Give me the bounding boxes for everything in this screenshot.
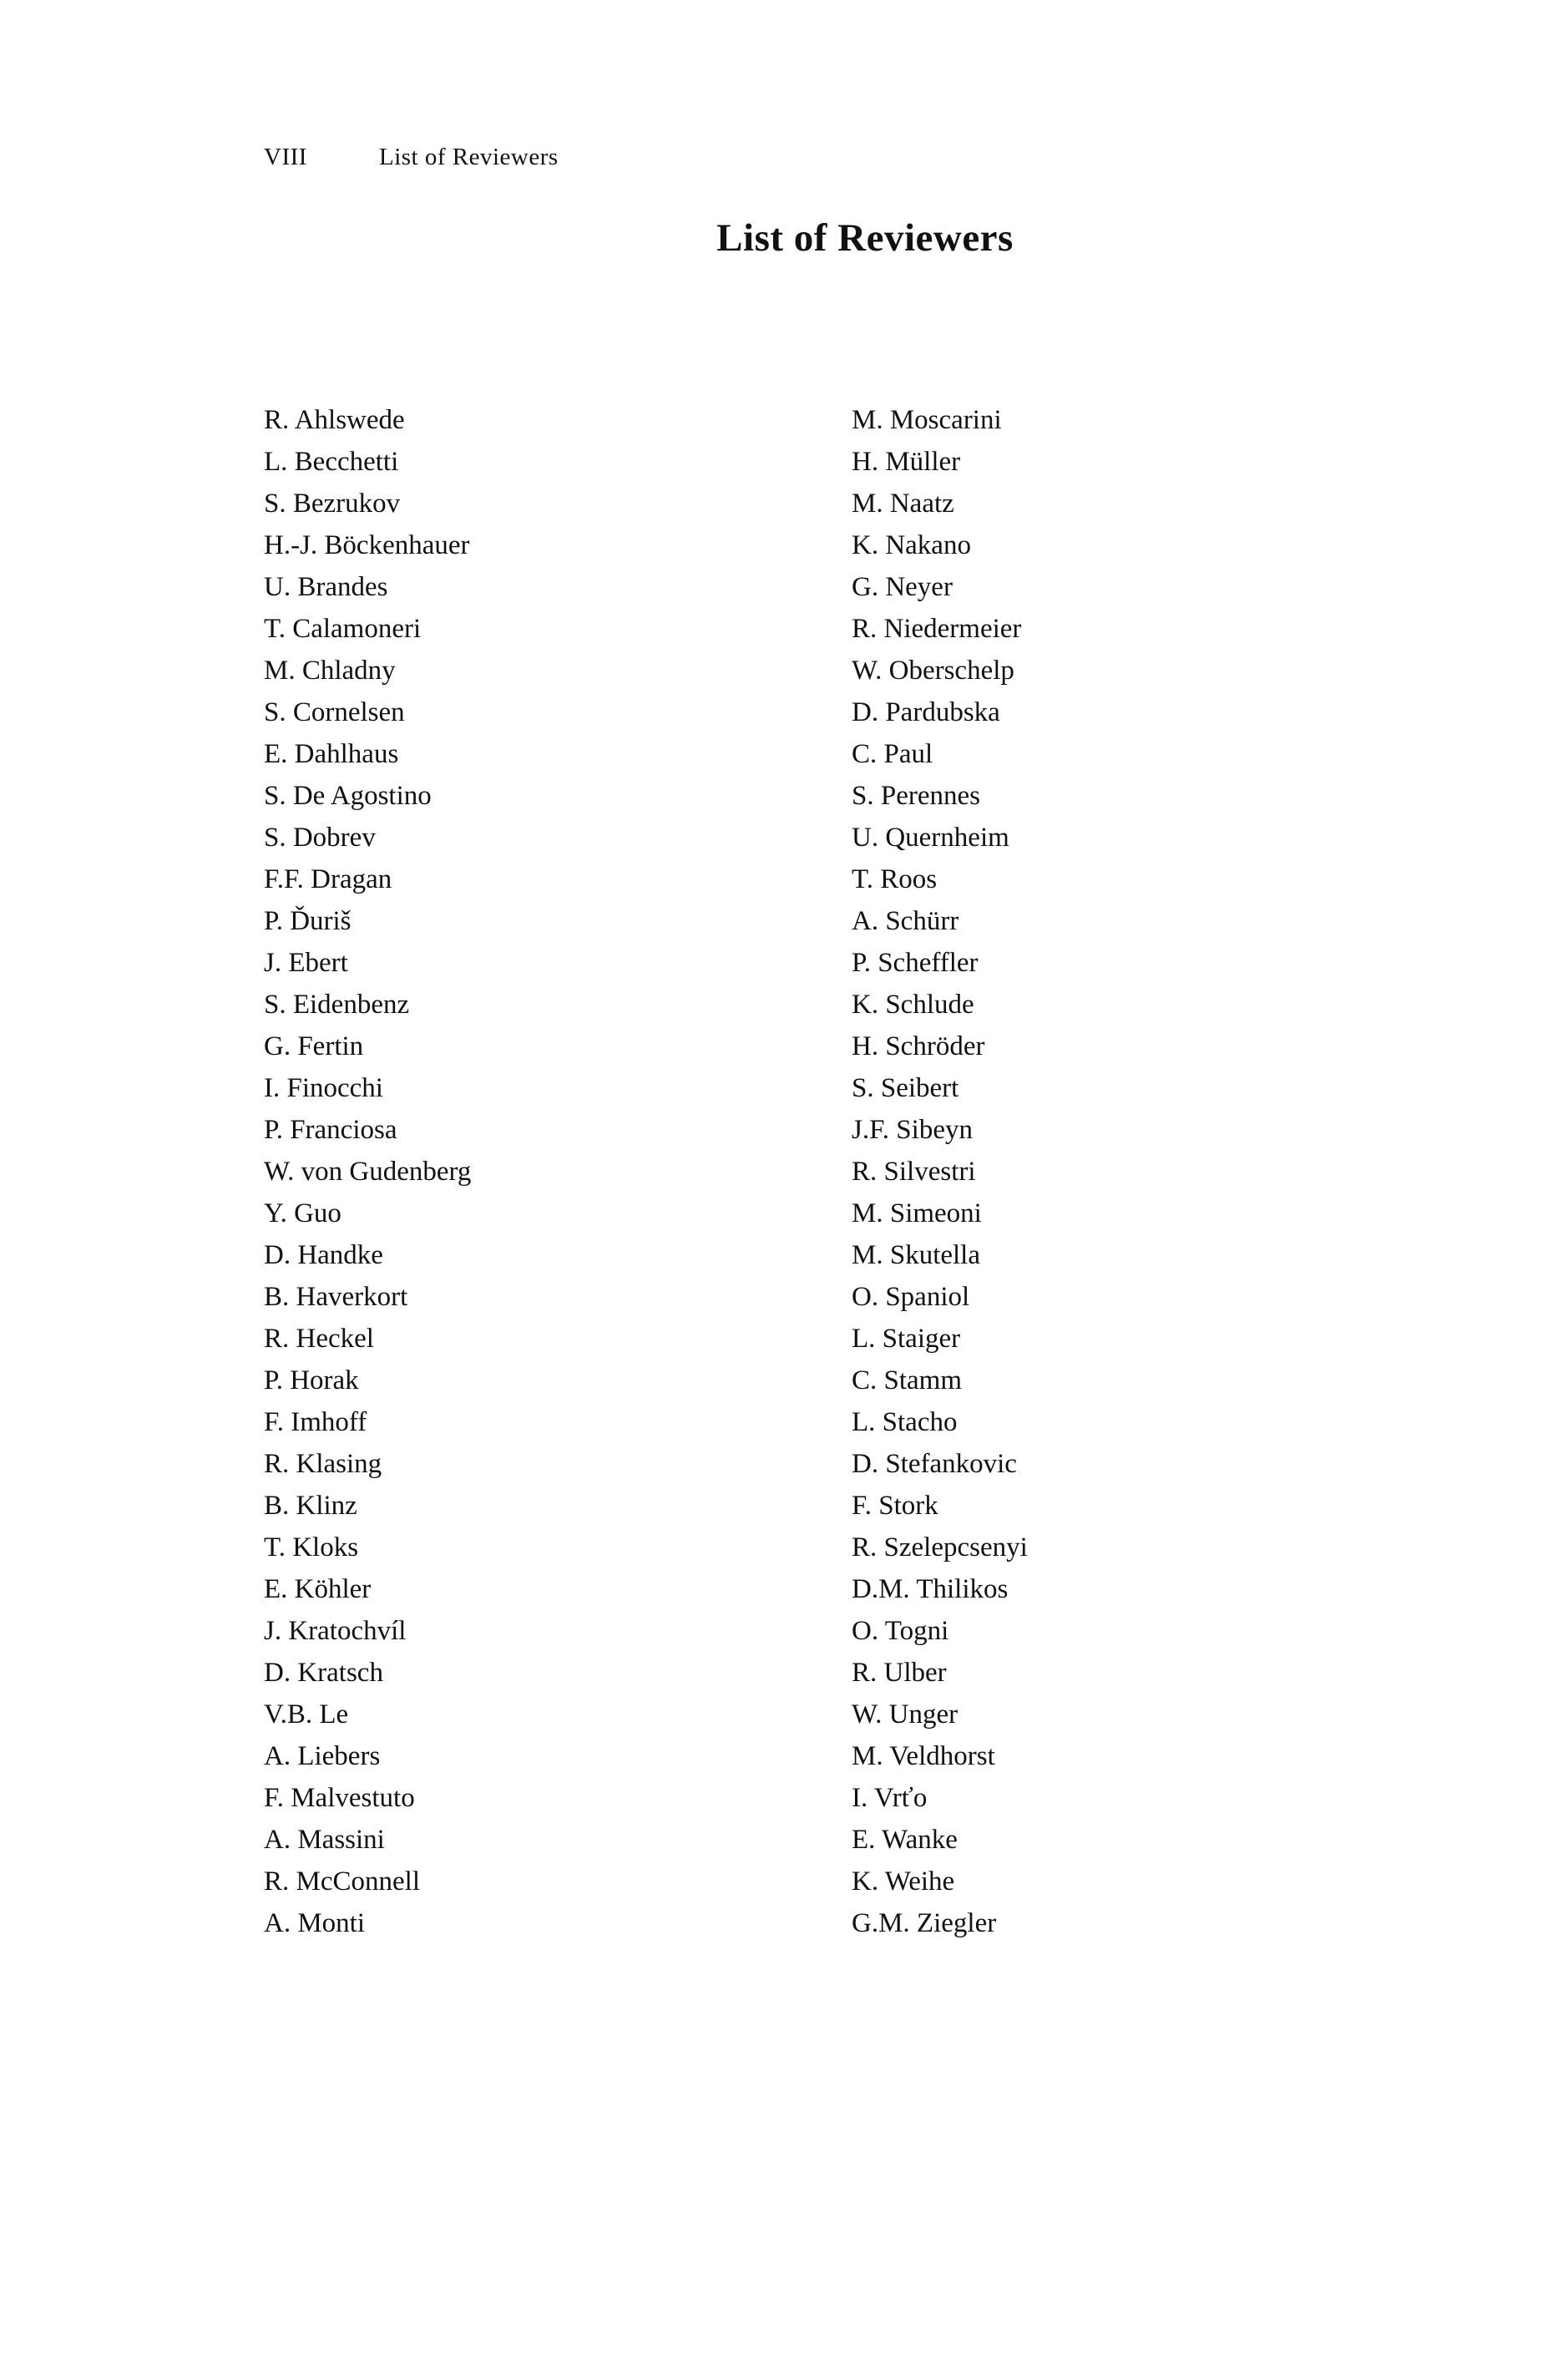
reviewer-name: P. Franciosa bbox=[264, 1115, 397, 1145]
reviewer-name: M. Veldhorst bbox=[852, 1741, 995, 1771]
reviewer-name: J. Ebert bbox=[264, 948, 348, 978]
reviewer-name: K. Weihe bbox=[852, 1866, 955, 1897]
reviewer-name: L. Becchetti bbox=[264, 447, 399, 477]
reviewer-name: W. von Gudenberg bbox=[264, 1157, 472, 1187]
page-number: VIII bbox=[264, 144, 307, 170]
reviewer-name: W. Oberschelp bbox=[852, 656, 1014, 686]
reviewer-columns bbox=[264, 399, 1466, 1944]
reviewer-name: T. Kloks bbox=[264, 1532, 359, 1562]
reviewer-name: P. Horak bbox=[264, 1365, 359, 1395]
reviewer-name: S. Dobrev bbox=[264, 823, 376, 853]
reviewer-name: S. Perennes bbox=[852, 781, 980, 811]
reviewer-name: H.-J. Böckenhauer bbox=[264, 530, 470, 560]
reviewer-name: U. Brandes bbox=[264, 572, 388, 602]
reviewer-name: M. Skutella bbox=[852, 1240, 980, 1270]
reviewer-name: P. Ďuriš bbox=[264, 906, 352, 936]
reviewer-name: I. Vrťo bbox=[852, 1783, 928, 1813]
reviewer-name: R. McConnell bbox=[264, 1866, 420, 1897]
reviewer-name: G.M. Ziegler bbox=[852, 1908, 997, 1938]
reviewer-name: T. Calamoneri bbox=[264, 614, 422, 644]
reviewer-name: K. Nakano bbox=[852, 530, 971, 560]
reviewer-name: R. Szelepcsenyi bbox=[852, 1532, 1028, 1562]
reviewer-name: S. Cornelsen bbox=[264, 697, 405, 727]
reviewer-name: A. Liebers bbox=[264, 1741, 381, 1771]
reviewer-column-left bbox=[264, 399, 852, 1944]
reviewer-name: B. Klinz bbox=[264, 1491, 357, 1521]
reviewer-name: D. Handke bbox=[264, 1240, 383, 1270]
reviewer-name: R. Ulber bbox=[852, 1658, 947, 1688]
running-header-section-title: List of Reviewers bbox=[379, 144, 559, 170]
reviewer-name: C. Stamm bbox=[852, 1365, 963, 1395]
reviewer-name: M. Moscarini bbox=[852, 405, 1002, 435]
reviewer-name: A. Massini bbox=[264, 1825, 385, 1855]
reviewer-name: E. Wanke bbox=[852, 1825, 958, 1855]
reviewer-name: R. Ahlswede bbox=[264, 405, 405, 435]
reviewer-name: T. Roos bbox=[852, 864, 938, 894]
running-header bbox=[264, 144, 1466, 171]
reviewer-name: F. Stork bbox=[852, 1491, 938, 1521]
reviewer-name: U. Quernheim bbox=[852, 823, 1009, 853]
reviewer-name: R. Niedermeier bbox=[852, 614, 1022, 644]
reviewer-name: S. Bezrukov bbox=[264, 489, 401, 519]
reviewer-name: O. Spaniol bbox=[852, 1282, 970, 1312]
reviewer-name: M. Chladny bbox=[264, 656, 396, 686]
reviewer-name: M. Naatz bbox=[852, 489, 954, 519]
reviewer-name: O. Togni bbox=[852, 1616, 949, 1646]
reviewer-name: I. Finocchi bbox=[264, 1073, 383, 1103]
reviewer-name: C. Paul bbox=[852, 739, 933, 769]
reviewer-name: F. Imhoff bbox=[264, 1407, 367, 1437]
reviewer-name: B. Haverkort bbox=[264, 1282, 408, 1312]
page-title: List of Reviewers bbox=[716, 216, 1014, 260]
reviewer-name: L. Stacho bbox=[852, 1407, 958, 1437]
reviewer-name: K. Schlude bbox=[852, 990, 974, 1020]
reviewer-name: H. Schröder bbox=[852, 1031, 985, 1061]
reviewer-name: A. Schürr bbox=[852, 906, 959, 936]
reviewer-name: Y. Guo bbox=[264, 1198, 341, 1228]
reviewer-name: G. Fertin bbox=[264, 1031, 364, 1061]
reviewer-name: H. Müller bbox=[852, 447, 961, 477]
reviewer-name: R. Silvestri bbox=[852, 1157, 976, 1187]
reviewer-name: L. Staiger bbox=[852, 1324, 961, 1354]
reviewer-name: M. Simeoni bbox=[852, 1198, 982, 1228]
reviewer-name: D. Kratsch bbox=[264, 1658, 383, 1688]
reviewer-name: J.F. Sibeyn bbox=[852, 1115, 973, 1145]
reviewer-name: D. Pardubska bbox=[852, 697, 1000, 727]
reviewer-name: F.F. Dragan bbox=[264, 864, 392, 894]
reviewer-name: S. Seibert bbox=[852, 1073, 959, 1103]
reviewer-name: W. Unger bbox=[852, 1699, 959, 1730]
reviewer-name: R. Klasing bbox=[264, 1449, 382, 1479]
reviewer-name: G. Neyer bbox=[852, 572, 953, 602]
reviewer-name: A. Monti bbox=[264, 1908, 366, 1938]
reviewer-name: F. Malvestuto bbox=[264, 1783, 415, 1813]
reviewer-name: S. Eidenbenz bbox=[264, 990, 410, 1020]
reviewer-name: V.B. Le bbox=[264, 1699, 349, 1730]
reviewer-name: J. Kratochvíl bbox=[264, 1616, 407, 1646]
reviewer-name: S. De Agostino bbox=[264, 781, 432, 811]
reviewer-name: D.M. Thilikos bbox=[852, 1574, 1009, 1604]
reviewer-name: R. Heckel bbox=[264, 1324, 374, 1354]
reviewer-column-right bbox=[852, 399, 1466, 1944]
reviewer-name: E. Köhler bbox=[264, 1574, 372, 1604]
reviewer-name: D. Stefankovic bbox=[852, 1449, 1017, 1479]
reviewer-name: E. Dahlhaus bbox=[264, 739, 399, 769]
reviewer-name: P. Scheffler bbox=[852, 948, 979, 978]
